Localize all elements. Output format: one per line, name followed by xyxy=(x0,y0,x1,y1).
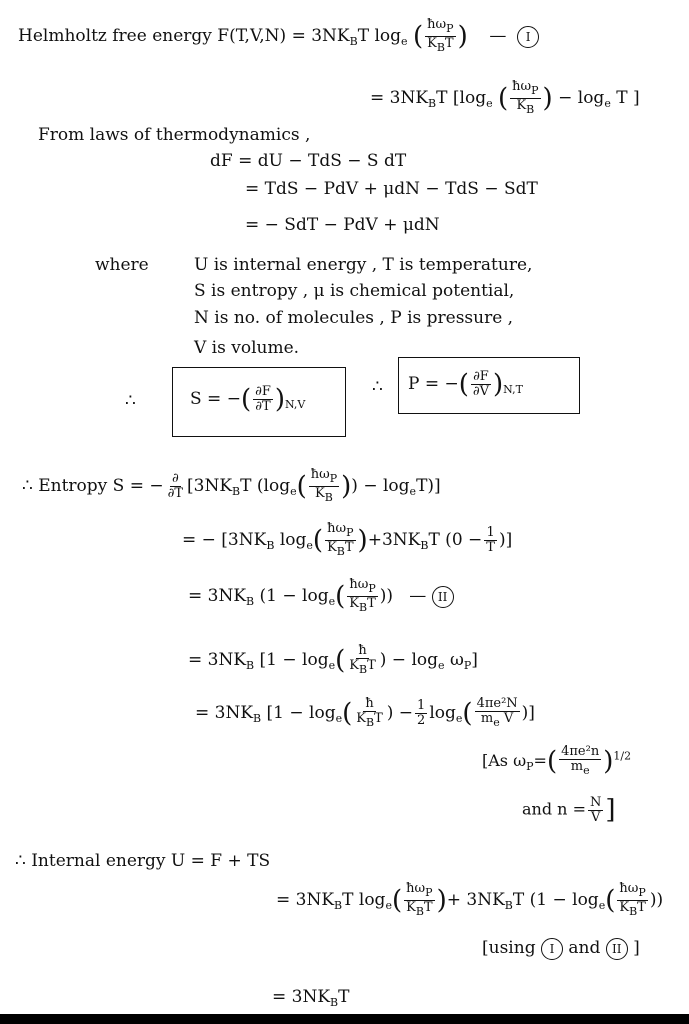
internal-energy-reference: [using I and II ] xyxy=(482,938,640,958)
number-density-note: and n = $\frac{N}{V}$ ] xyxy=(522,794,616,825)
entropy-line-3: = $3NK_B$ ($1 - \log_e$( $\frac{ħ\omega_P}{K_BT}$ )) — II xyxy=(188,578,454,615)
thermo-intro: From laws of thermodynamics , xyxy=(38,125,311,145)
plasma-frequency-note: [As $\omega_P=$( $\frac{\text{4πe²n}}{m_e}$ )$^{1/2}$ xyxy=(482,744,632,777)
equation-tag-I: I xyxy=(517,26,539,48)
fraction: $\frac{ħ\omega_P}{K_B}$ xyxy=(512,79,539,116)
where-line-3: N is no. of molecules , P is pressure , xyxy=(194,308,514,328)
internal-energy-line-1: ∴ Internal energy U = F + TS xyxy=(15,851,271,871)
helmholtz-expanded: = $3NK_BT$ [$\log_e$ ( $\frac{ħ\omega_P}{K_B}$ ) − $\log_e T$ ] xyxy=(370,79,640,116)
fraction: $\frac{ħ\omega_P}{K_BT}$ xyxy=(427,17,454,54)
dF-line-2: = TdS − PdV + μdN − TdS − SdT xyxy=(245,179,538,199)
therefore-symbol: ∴ xyxy=(125,391,136,411)
equation-tag-II: II xyxy=(432,586,454,608)
where-label: where xyxy=(95,255,149,275)
dF-line-1: dF = dU − TdS − S dT xyxy=(210,151,407,171)
entropy-line-1: ∴ Entropy S = − $\frac{\partial}{\partial T}$ [$3NK_BT$ ($\log_e$( $\frac{ħ\omega_P}{K_B}$ )) − $\log_eT$)] xyxy=(22,467,441,504)
where-line-1: U is internal energy , T is temperature, xyxy=(194,255,533,275)
equation-tag-I: I xyxy=(541,938,563,960)
entropy-line-4: = $3NK_B$ [$1 - \log_e$( $\frac{ħ}{K_BT}$ ) − $\log_e \omega_P$] xyxy=(188,643,478,676)
entropy-relation: S = −( $\frac{\partial F}{\partial T}$ )$_{N,V}$ xyxy=(190,384,306,415)
pressure-relation: P = −( $\frac{\partial F}{\partial V}$ )$_{N,T}$ xyxy=(408,369,523,400)
where-line-4: V is volume. xyxy=(194,338,300,358)
entropy-line-5: = $3NK_B$ [$1 - \log_e$( $\frac{ħ}{K_BT}$ ) − $\frac{1}{2}$ $\log_e$( $\frac{\text{4πe²N}}{m_e V}$ )] xyxy=(195,696,535,729)
page-bottom-edge xyxy=(0,1014,689,1024)
helmholtz-definition: Helmholtz free energy $F(T,V,N) = 3NK_BT$ $\log_e$ ( $\frac{ħ\omega_P}{K_BT}$ ) — I xyxy=(18,18,539,55)
dF-line-3: = − SdT − PdV + μdN xyxy=(245,215,440,235)
internal-energy-line-2: = $3NK_BT$ $\log_e$( $\frac{ħ\omega_P}{K_BT}$ )+ $3NK_BT$ ($1 - \log_e$( $\frac{ħ\omega_P}{K_BT}$ )) xyxy=(276,881,664,918)
entropy-line-2: = − [$3NK_B$ $\log_e$( $\frac{ħ\omega_P}{K_BT}$ )$+3NK_BT$ (0 − $\frac{1}{T}$ )] xyxy=(182,521,513,558)
therefore-symbol: ∴ xyxy=(372,377,383,397)
where-line-2: S is entropy , μ is chemical potential, xyxy=(194,281,515,301)
equation-tag-II: II xyxy=(606,938,628,960)
internal-energy-result: = $3NK_BT$ xyxy=(272,987,350,1009)
